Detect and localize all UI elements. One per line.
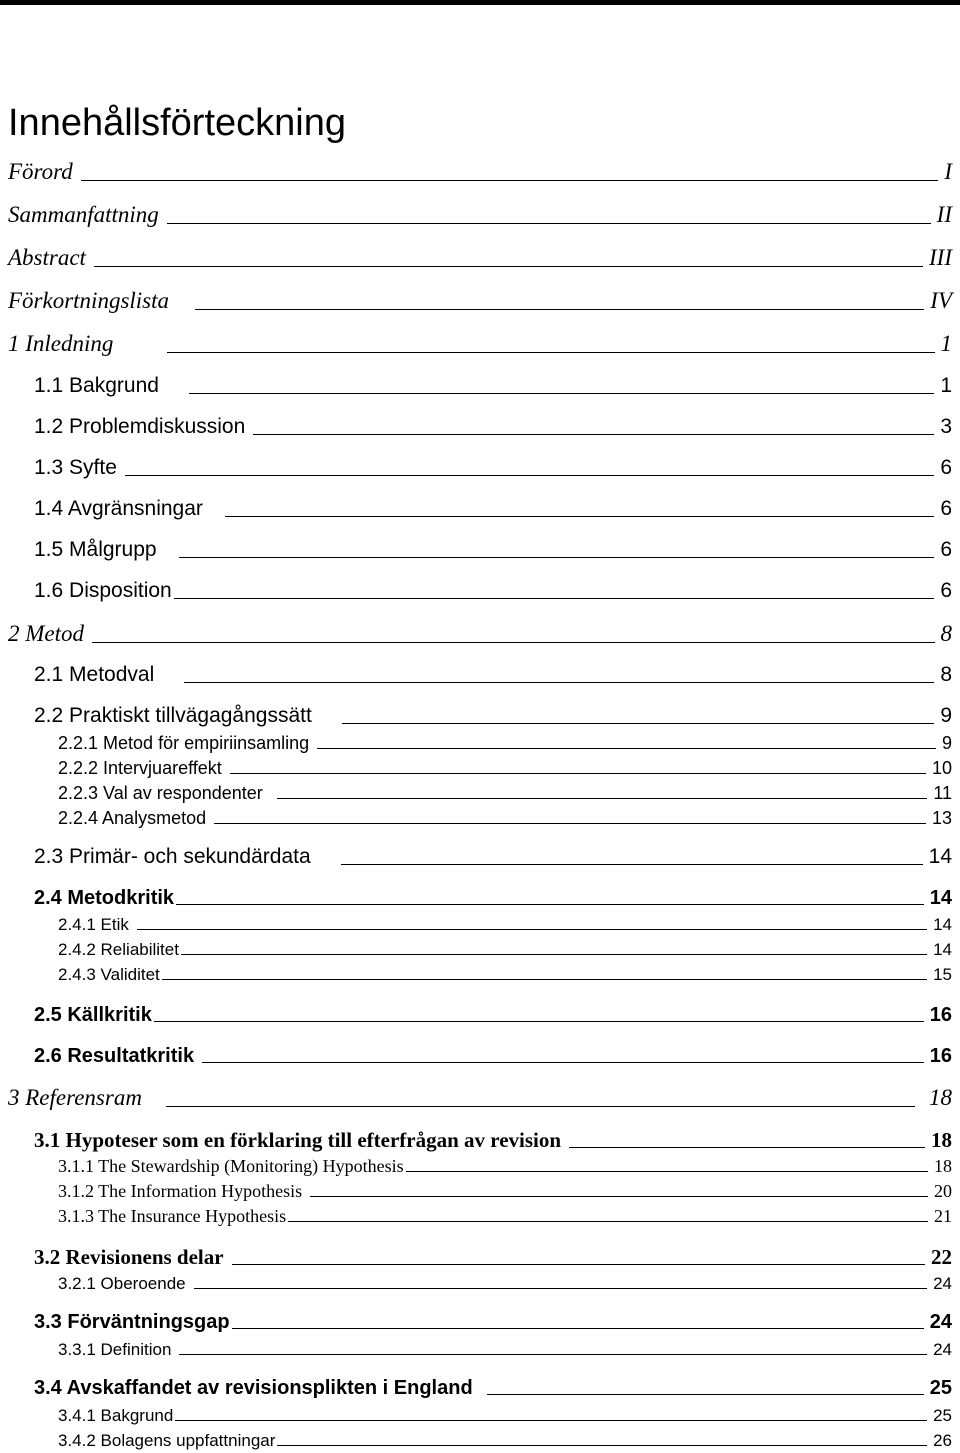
toc-entry-page: 3 <box>940 415 952 438</box>
toc-entry-2-5-kallkritik[interactable] <box>0 1003 960 1027</box>
toc-leader-line <box>202 1062 924 1063</box>
toc-entry-2-2-praktiskt-tillvagagangssatt[interactable] <box>0 703 960 729</box>
toc-leader-line <box>167 223 931 224</box>
toc-leader-line <box>94 266 923 267</box>
toc-entry-title: 1.1 Bakgrund <box>34 374 159 397</box>
toc-entry-2-2-4-analysmetod[interactable] <box>0 807 960 829</box>
toc-entry-title: 2.2.4 Analysmetod <box>58 808 207 828</box>
toc-entry-title: 3.1 Hypoteser som en förklaring till efterfrågan av revision <box>34 1128 562 1152</box>
toc-entry-page: IV <box>930 288 952 313</box>
toc-entry-abstract[interactable] <box>0 244 960 272</box>
toc-leader-line <box>214 823 926 824</box>
toc-entry-page: 24 <box>929 1311 952 1333</box>
toc-entry-title: 3.4 Avskaffandet av revisionsplikten i England <box>34 1377 473 1399</box>
toc-leader-line <box>230 773 926 774</box>
toc-entry-2-3-primar-och-sekundardata[interactable] <box>0 844 960 870</box>
toc-entry-page: 26 <box>933 1431 952 1450</box>
toc-entry-page: 16 <box>929 1004 952 1026</box>
toc-entry-page: 16 <box>929 1045 952 1067</box>
toc-entry-1-5-malgrupp[interactable] <box>0 537 960 563</box>
toc-entry-title: 2.4.2 Reliabilitet <box>58 940 179 959</box>
toc-leader-line <box>175 1420 927 1421</box>
toc-entry-page: 10 <box>931 758 952 778</box>
toc-entry-page: 14 <box>933 940 952 959</box>
toc-entry-page: 21 <box>934 1206 952 1226</box>
toc-entry-page: 18 <box>934 1156 952 1176</box>
toc-entry-page: 24 <box>933 1340 952 1359</box>
toc-entry-title: 2 Metod <box>8 621 85 646</box>
toc-leader-line <box>232 1264 925 1265</box>
toc-entry-page: 25 <box>933 1406 952 1425</box>
toc-entry-title: 3.4.1 Bakgrund <box>58 1406 174 1425</box>
toc-entry-title: 2.3 Primär- och sekundärdata <box>34 845 311 868</box>
toc-leader-line <box>92 642 934 643</box>
toc-entry-2-6-resultatkritik[interactable] <box>0 1044 960 1068</box>
toc-entry-title: 3.1.1 The Stewardship (Monitoring) Hypothesis <box>58 1156 404 1176</box>
toc-entry-3-2-revisionens-delar[interactable] <box>0 1244 960 1270</box>
toc-entry-title: 2.4.3 Validitet <box>58 965 160 984</box>
toc-leader-line <box>310 1196 928 1197</box>
toc-entry-title: Sammanfattning <box>8 202 159 227</box>
toc-entry-title: 1.5 Målgrupp <box>34 538 157 561</box>
toc-entry-page: 24 <box>933 1274 952 1293</box>
toc-entry-title: 2.2 Praktiskt tillvägagångssätt <box>34 704 312 727</box>
toc-entry-1-1-bakgrund[interactable] <box>0 373 960 399</box>
toc-entry-page: 9 <box>941 733 952 753</box>
toc-entry-page: 22 <box>931 1245 952 1269</box>
toc-entry-2-4-1-etik[interactable] <box>0 914 960 935</box>
toc-entry-page: 6 <box>940 497 952 520</box>
toc-entry-sammanfattning[interactable] <box>0 201 960 229</box>
toc-entry-1-6-disposition[interactable] <box>0 578 960 604</box>
toc-leader-line <box>195 309 924 310</box>
toc-entry-3-1-2-information-hypothesis[interactable] <box>0 1180 960 1202</box>
toc-leader-line <box>253 434 934 435</box>
toc-entry-title: 3.3 Förväntningsgap <box>34 1311 230 1333</box>
toc-entry-page: 13 <box>931 808 952 828</box>
toc-entry-1-3-syfte[interactable] <box>0 455 960 481</box>
toc-entry-page: 25 <box>929 1377 952 1399</box>
toc-leader-line <box>342 723 935 724</box>
toc-entry-title: 2.2.1 Metod för empiriinsamling <box>58 733 310 753</box>
toc-leader-line <box>167 352 934 353</box>
toc-entry-3-3-forvantningsgap[interactable] <box>0 1310 960 1334</box>
toc-leader-line <box>162 979 927 980</box>
toc-leader-line <box>179 1354 927 1355</box>
toc-leader-line <box>277 1445 927 1446</box>
toc-entry-1-4-avgransningar[interactable] <box>0 496 960 522</box>
toc-entry-title: Abstract <box>8 245 86 270</box>
toc-leader-line <box>288 1221 928 1222</box>
toc-entry-2-4-metodkritik[interactable] <box>0 886 960 910</box>
toc-entry-title: 3.1.3 The Insurance Hypothesis <box>58 1206 287 1226</box>
toc-entry-inledning[interactable] <box>0 330 960 358</box>
toc-entry-1-2-problemdiskussion[interactable] <box>0 414 960 440</box>
toc-entry-2-2-1-metod-for-empiriinsamling[interactable] <box>0 732 960 754</box>
toc-entry-2-4-3-validitet[interactable] <box>0 964 960 985</box>
toc-entry-3-4-1-bakgrund[interactable] <box>0 1405 960 1426</box>
toc-entry-page: 8 <box>940 663 952 686</box>
toc-leader-line <box>277 798 928 799</box>
toc-leader-line <box>194 1288 927 1289</box>
toc-leader-line <box>181 954 927 955</box>
toc-entry-page: III <box>929 245 952 270</box>
toc-entry-page: 18 <box>929 1085 952 1110</box>
toc-entry-page: 1 <box>940 374 952 397</box>
toc-leader-line <box>341 864 923 865</box>
toc-entry-3-3-1-definition[interactable] <box>0 1339 960 1360</box>
toc-entry-metod[interactable] <box>0 620 960 648</box>
toc-leader-line <box>225 516 934 517</box>
toc-leader-line <box>166 1106 915 1107</box>
toc-leader-line <box>317 748 936 749</box>
toc-entry-page: 14 <box>929 887 952 909</box>
toc-leader-line <box>487 1394 924 1395</box>
toc-entry-title: Förkortningslista <box>8 288 170 313</box>
toc-leader-line <box>137 929 927 930</box>
toc-entry-title: 3 Referensram <box>8 1085 142 1110</box>
toc-leader-line <box>179 557 935 558</box>
toc-entry-referensram[interactable] <box>0 1084 960 1112</box>
toc-leader-line <box>125 475 934 476</box>
toc-leader-line <box>81 180 939 181</box>
toc-entry-title: 1.6 Disposition <box>34 579 172 602</box>
toc-entry-3-4-2-bolagens-uppfattningar[interactable] <box>0 1430 960 1451</box>
toc-entry-3-2-1-oberoende[interactable] <box>0 1273 960 1294</box>
toc-entry-title: 3.3.1 Definition <box>58 1340 172 1359</box>
toc-entry-page: 14 <box>928 845 952 868</box>
toc-entry-page: 9 <box>940 704 952 727</box>
toc-leader-line <box>189 393 934 394</box>
toc-entry-3-1-1-stewardship-hypothesis[interactable] <box>0 1155 960 1177</box>
toc-entry-3-4-avskaffandet-av-revisionsplikten[interactable] <box>0 1376 960 1400</box>
toc-leader-line <box>569 1147 925 1148</box>
toc-entry-page: 15 <box>933 965 952 984</box>
toc-entry-title: 2.4.1 Etik <box>58 915 129 934</box>
toc-entry-page: 18 <box>931 1128 952 1152</box>
toc-entry-title: 3.2 Revisionens delar <box>34 1245 224 1269</box>
toc-entry-2-2-3-val-av-respondenter[interactable] <box>0 782 960 804</box>
toc-entry-forkortningslista[interactable] <box>0 287 960 315</box>
toc-entry-title: 2.6 Resultatkritik <box>34 1045 195 1067</box>
toc-entry-title: 2.2.3 Val av respondenter <box>58 783 263 803</box>
toc-entry-title: 2.5 Källkritik <box>34 1004 152 1026</box>
toc-leader-line <box>232 1328 924 1329</box>
toc-entry-title: 1.2 Problemdiskussion <box>34 415 246 438</box>
toc-entry-2-4-2-reliabilitet[interactable] <box>0 939 960 960</box>
page-title: Innehållsförteckning <box>8 102 346 145</box>
toc-entry-page: 1 <box>940 331 952 356</box>
toc-entry-page: I <box>944 159 952 184</box>
toc-entry-page: 6 <box>940 538 952 561</box>
toc-entry-title: 2.2.2 Intervjuareffekt <box>58 758 222 778</box>
toc-entry-title: 2.4 Metodkritik <box>34 887 175 909</box>
toc-entry-title: 1 Inledning <box>8 331 114 356</box>
toc-entry-page: 14 <box>933 915 952 934</box>
toc-entry-page: 6 <box>940 579 952 602</box>
toc-entry-page: 8 <box>940 621 952 646</box>
toc-entry-page: II <box>936 202 952 227</box>
toc-entry-title: 3.1.2 The Information Hypothesis <box>58 1181 303 1201</box>
toc-entry-2-2-2-intervjuareffekt[interactable] <box>0 757 960 779</box>
toc-entry-forord[interactable] <box>0 158 960 186</box>
toc-leader-line <box>154 1021 924 1022</box>
toc-leader-line <box>406 1171 928 1172</box>
toc-entry-2-1-metodval[interactable] <box>0 662 960 688</box>
toc-entry-title: Förord <box>8 159 73 184</box>
toc-entry-title: 1.4 Avgränsningar <box>34 497 203 520</box>
toc-entry-title: 1.3 Syfte <box>34 456 117 479</box>
toc-entry-page: 11 <box>933 783 952 803</box>
toc-entry-title: 3.2.1 Oberoende <box>58 1274 186 1293</box>
toc-entry-title: 3.4.2 Bolagens uppfattningar <box>58 1431 276 1450</box>
toc-entry-page: 6 <box>940 456 952 479</box>
toc-entry-3-1-3-insurance-hypothesis[interactable] <box>0 1205 960 1227</box>
toc-leader-line <box>184 682 934 683</box>
toc-entry-page: 20 <box>934 1181 952 1201</box>
toc-entry-3-1-hypoteser[interactable] <box>0 1127 960 1153</box>
toc-entry-title: 2.1 Metodval <box>34 663 155 686</box>
toc-leader-line <box>176 904 924 905</box>
toc-leader-line <box>174 598 935 599</box>
